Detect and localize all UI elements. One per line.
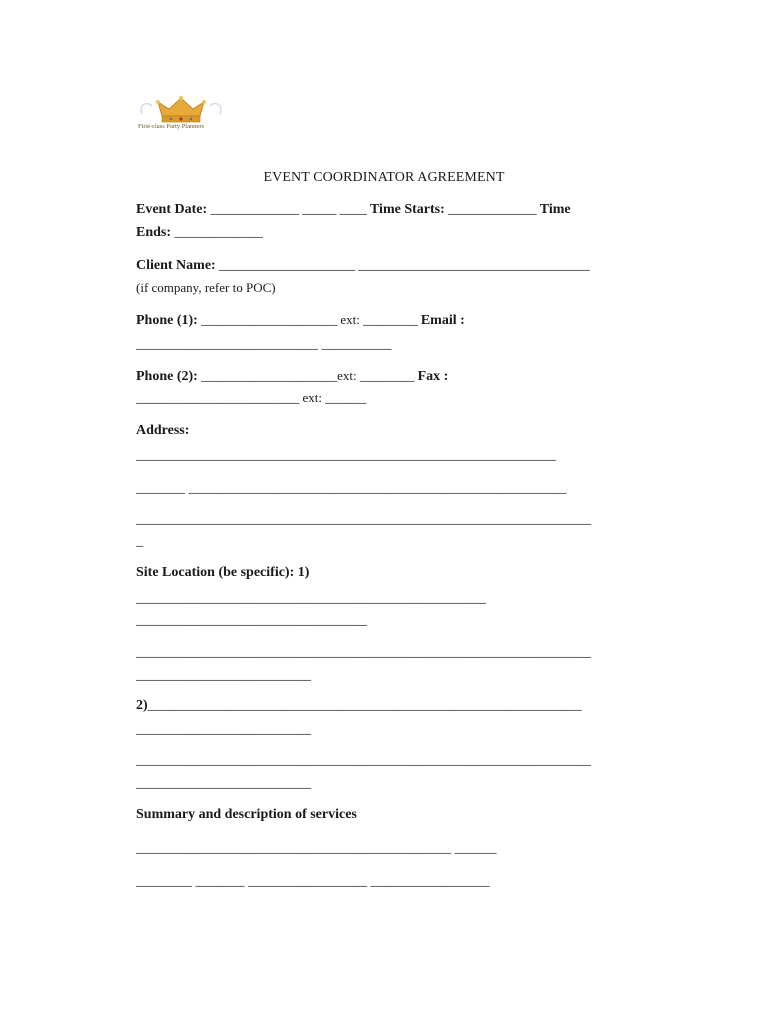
email-blank[interactable]: __________________________ __________ [136,337,392,352]
phone2-row [136,367,448,386]
time-ends-blank[interactable]: _____________ [171,225,263,240]
site-2-row [136,697,582,715]
ends-label: Ends: [136,225,172,240]
time-starts-blank[interactable]: _____________ [444,202,540,217]
event-date-row [136,201,571,219]
site-line-6[interactable]: _________________________ [136,722,311,737]
phone2-label: Phone (2): [136,369,198,384]
phone2-ext-label: ext: [337,368,360,383]
fax-ext-label: ext: [299,390,326,405]
site-line-4[interactable]: _________________________ [136,668,311,683]
site-line-2[interactable]: _________________________________ [136,613,367,628]
email-label: Email : [420,313,465,328]
fax-blank[interactable]: ________________________ [136,391,300,406]
client-name-label: Client Name: [136,258,216,273]
phone2-ext-blank[interactable]: ________ [359,369,418,384]
client-name-blank[interactable]: ____________________ __________________________________ [215,258,590,273]
phone1-label: Phone (1): [136,313,198,328]
site-line-1[interactable]: __________________________________________________ [136,591,486,606]
summary-label: Summary and description of services [136,807,357,822]
address-line-3[interactable]: _________________________________________________________________ [136,512,591,527]
phone1-ext-label: ext: [337,312,364,327]
logo-brand-text: First-class Party Planners [138,123,205,130]
client-note: (if company, refer to POC) [136,280,276,295]
fax-label: Fax : [417,369,449,384]
site-2-label: 2) [136,698,148,713]
phone1-ext-blank[interactable]: ________ [363,313,421,328]
phone2-blank[interactable]: ____________________ [197,369,338,384]
site-line-7[interactable]: _________________________________________________________________ [136,753,591,768]
address-line-3-cont[interactable]: _ [136,534,143,549]
address-line-1[interactable]: ____________________________________________________________ [136,448,556,463]
phone1-blank[interactable]: ____________________ [197,313,338,328]
fax-row [136,389,366,408]
site-line-3[interactable]: _________________________________________________________________ [136,645,591,660]
summary-line-2[interactable]: ________ _______ _________________ _________________ [136,874,490,889]
summary-line-1[interactable]: _____________________________________________ ______ [136,841,497,856]
fax-ext-blank[interactable]: ______ [325,391,367,406]
site-line-5[interactable]: ______________________________________________________________ [147,698,582,713]
site-line-8[interactable]: _________________________ [136,776,311,791]
event-date-blank[interactable]: _____________ _____ ____ [207,202,370,217]
time-ends-row [136,224,263,242]
time-label: Time [539,202,571,217]
address-label: Address: [136,423,190,438]
time-starts-label: Time Starts: [369,202,445,217]
phone1-row [136,311,465,330]
client-name-row [136,257,590,275]
address-line-2[interactable]: _______ ______________________________________________________ [136,481,567,496]
event-date-label: Event Date: [136,202,208,217]
document-title: EVENT COORDINATOR AGREEMENT [263,170,505,185]
site-location-label: Site Location (be specific): 1) [136,565,310,580]
